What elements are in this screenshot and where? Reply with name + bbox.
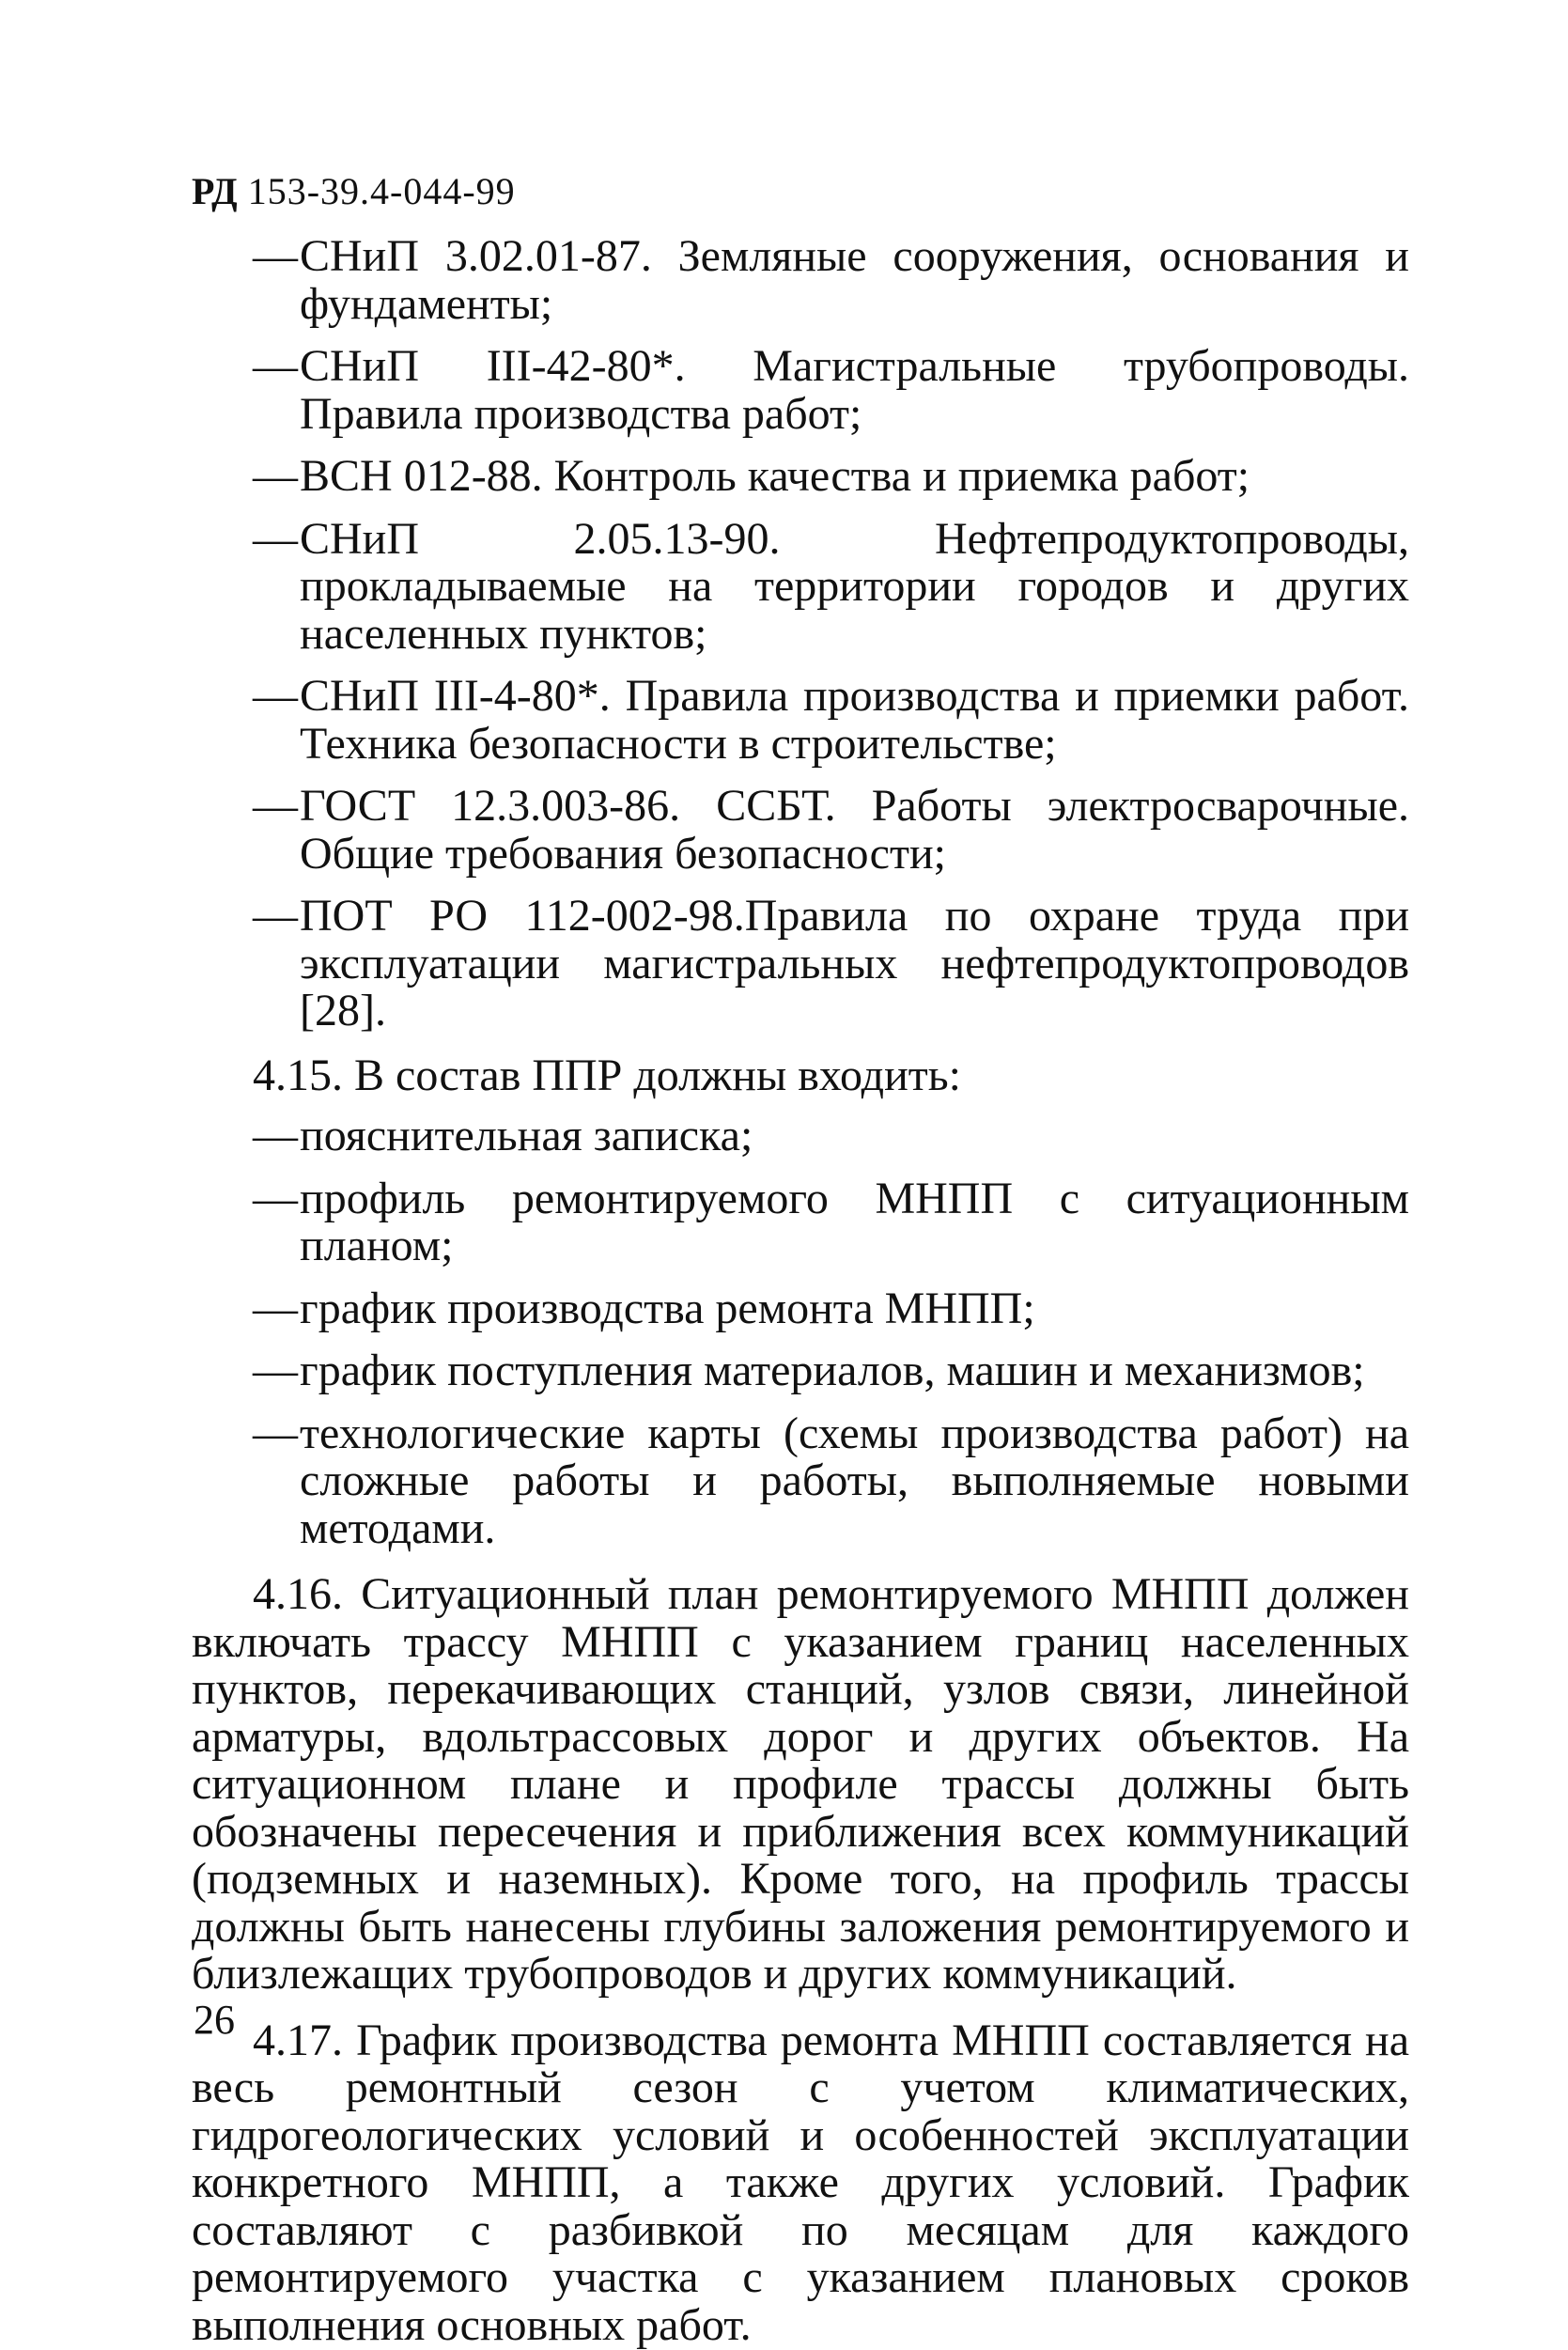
ppr-item [192,1175,1409,1270]
reference-text: СНиП 3.02.01-87. Земляные сооружения, основания и фундаменты; [300,231,1409,329]
ppr-item [192,1347,1409,1395]
ppr-item [192,1410,1409,1553]
document-code-prefix: РД [192,170,239,212]
page-number: 26 [194,1997,235,2043]
reference-text: СНиП 2.05.13-90. Нефтепродуктопроводы, прокладываемые на территории городов и других населенных пунктов; [300,513,1409,659]
document-code-number: 153-39.4-044-99 [247,170,516,212]
reference-item [192,233,1409,328]
dash-marker: — [253,671,298,721]
ppr-item-text: график производства ремонта МНПП; [300,1283,1035,1333]
reference-item [192,343,1409,438]
dash-marker: — [253,231,298,281]
dash-marker: — [253,451,298,501]
dash-marker: — [253,1283,298,1333]
reference-text: ПОТ РО 112-002-98.Правила по охране труда при эксплуатации магистральных нефтепродуктопроводов [28]. [300,891,1409,1035]
dash-marker: — [253,891,298,941]
dash-marker: — [253,1408,298,1458]
document-body [192,233,1409,2349]
dash-marker: — [253,781,298,831]
ppr-item [192,1113,1409,1160]
reference-text: СНиП III-4-80*. Правила производства и приемки работ. Техника безопасности в строительстве; [300,671,1409,769]
section-4-16-paragraph: 4.16. Ситуационный план ремонтируемого МНПП должен включать трассу МНПП с указанием границ населенных пунктов, перекачивающих станций, узлов связи, линейной арматуры, вдольтрассовых дорог и других объектов. На ситуационном плане и профиле трассы должны быть обозначены пересечения и приближения всех коммуникаций (подземных и наземных). Кроме того, на профиль трассы должны быть нанесены глубины заложения ремонтируемого и близлежащих трубопроводов и других коммуникаций. [192,1569,1409,1999]
document-header [192,167,516,216]
ppr-item-text: пояснительная записка; [300,1111,753,1160]
ppr-item-text: график поступления материалов, машин и механизмов; [300,1346,1365,1395]
reference-item [192,673,1409,768]
ppr-item-text: технологические карты (схемы производства работ) на сложные работы и работы, выполняемые новыми методами. [300,1408,1409,1553]
section-4-15-intro: 4.15. В состав ППР должны входить: [253,1050,961,1100]
dash-marker: — [253,341,298,391]
section-4-17-paragraph: 4.17. График производства ремонта МНПП составляется на весь ремонтный сезон с учетом климатических, гидрогеологических условий и особенностей эксплуатации конкретного МНПП, а также других условий. График составляют с разбивкой по месяцам для каждого ремонтируемого участка с указанием плановых сроков выполнения основных работ. [192,2015,1409,2350]
reference-text: ВСН 012-88. Контроль качества и приемка работ; [300,451,1250,501]
dash-marker: — [253,1173,298,1223]
reference-item [192,783,1409,878]
ppr-item-text: профиль ремонтируемого МНПП с ситуационным планом; [300,1173,1409,1270]
reference-text: СНиП III-42-80*. Магистральные трубопроводы. Правила производства работ; [300,341,1409,439]
reference-item [192,513,1409,659]
reference-item [192,893,1409,1035]
dash-marker: — [253,513,298,564]
normative-references-list [192,233,1409,1035]
ppr-contents-list [192,1113,1409,1552]
dash-marker: — [253,1346,298,1395]
reference-item [192,453,1409,501]
dash-marker: — [253,1111,298,1160]
ppr-item [192,1285,1409,1333]
reference-text: ГОСТ 12.3.003-86. ССБТ. Работы электросварочные. Общие требования безопасности; [300,781,1409,879]
